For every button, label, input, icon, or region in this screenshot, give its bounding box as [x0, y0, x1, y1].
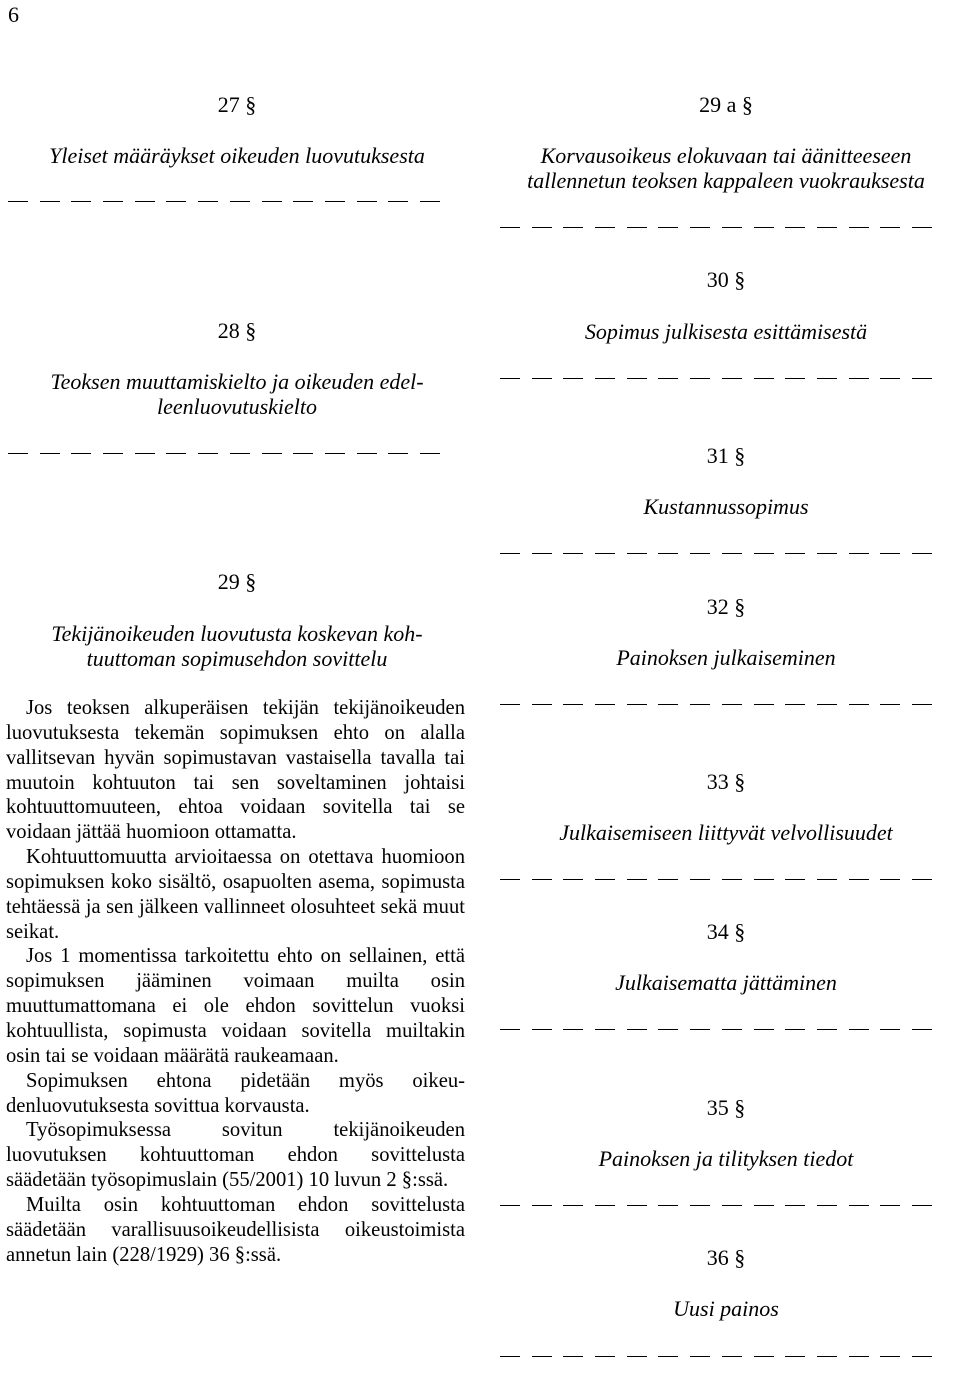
section-33-number: 33 § — [706, 769, 746, 794]
section-32-title: Painoksen julkaiseminen — [616, 645, 836, 670]
section-28-title-line1: Teoksen muuttamiskielto ja oikeuden edel- — [50, 369, 424, 394]
section-29-body — [6, 696, 465, 1267]
section-35-title: Painoksen ja tilityksen tiedot — [598, 1146, 854, 1171]
section-29-title-line1: Tekijänoikeuden luovutusta koskevan koh- — [51, 621, 423, 646]
paragraph: Muilta osin kohtuuttoman ehdon sovittelusta säädetään varallisuusoikeudellisista oikeustoimista annetun lain (228/1929) 36 §:ssä. — [6, 1193, 465, 1266]
section-27-title: Yleiset määräykset oikeuden luovutuksesta — [49, 143, 425, 168]
section-29a-title-line1: Korvausoikeus elokuvaan tai äänitteeseen — [540, 143, 912, 168]
omitted-text-dashes — [500, 227, 932, 230]
omitted-text-dashes — [500, 378, 932, 381]
paragraph: Työsopimuksessa sovitun tekijänoikeuden luovutuksen kohtuuttoman ehdon sovittelusta säädetään työsopimuslain (55/2001) 10 luvun 2 §:ssä. — [6, 1119, 465, 1192]
paragraph: Kohtuuttomuutta arvioitaessa on otettava huomioon sopimuksen koko sisältö, osapuolten asema, sopimusta tehtäessä ja sen jälkeen vallinneet olosuhteet sekä muut seikat. — [6, 846, 465, 943]
section-29-title-line2: tuuttoman sopimusehdon sovittelu — [86, 646, 388, 671]
paragraph: Jos teoksen alkuperäisen tekijän tekijänoikeuden luovutuksesta tekemän sopimuksen ehto on alalla vallitsevan hyvän sopimustavan vastaisella tavalla tai muutoin kohtuuton tai sen soveltaminen johtaisi kohtuuttomuuteen, ehtoa voidaan sovitella tai se voidaan jättää huomioon ottamatta. — [6, 697, 465, 844]
section-36-number: 36 § — [706, 1245, 746, 1270]
paragraph: Jos 1 momentissa tarkoitettu ehto on sellainen, että sopimuksen jääminen voimaan muilta osin muuttumattomana ei ole ehdon sovittelun vuoksi kohtuullista, sopimusta voidaan sovitella muiltakin osin tai se voidaan määrätä raukeamaan. — [6, 945, 465, 1067]
section-29a-title-line2: tallennetun teoksen kappaleen vuokrauksesta — [527, 168, 925, 193]
section-32-number: 32 § — [706, 594, 746, 619]
omitted-text-dashes — [8, 201, 440, 204]
section-28-title-line2: leenluovutuskielto — [156, 394, 318, 419]
section-31-number: 31 § — [706, 443, 746, 468]
omitted-text-dashes — [500, 879, 932, 882]
section-35-number: 35 § — [706, 1095, 746, 1120]
omitted-text-dashes — [500, 704, 932, 707]
section-29-number: 29 § — [217, 569, 257, 594]
omitted-text-dashes — [500, 1356, 932, 1359]
section-34-title: Julkaisematta jättäminen — [615, 970, 837, 995]
section-28-number: 28 § — [217, 318, 257, 343]
section-33-title: Julkaisemiseen liittyvät velvollisuudet — [559, 820, 893, 845]
section-31-title: Kustannussopimus — [643, 494, 809, 519]
omitted-text-dashes — [500, 1029, 932, 1032]
omitted-text-dashes — [500, 1205, 932, 1208]
omitted-text-dashes — [8, 453, 440, 456]
section-36-title: Uusi painos — [673, 1296, 779, 1321]
paragraph: Sopimuksen ehtona pidetään myös oikeudenluovutuksesta sovittua korvausta. — [6, 1069, 465, 1117]
section-30-number: 30 § — [706, 267, 746, 292]
section-27-number: 27 § — [217, 92, 257, 117]
page-number: 6 — [8, 2, 19, 27]
section-34-number: 34 § — [706, 919, 746, 944]
section-29a-number: 29 a § — [699, 92, 753, 117]
section-30-title: Sopimus julkisesta esittämisestä — [584, 319, 868, 344]
omitted-text-dashes — [500, 553, 932, 556]
